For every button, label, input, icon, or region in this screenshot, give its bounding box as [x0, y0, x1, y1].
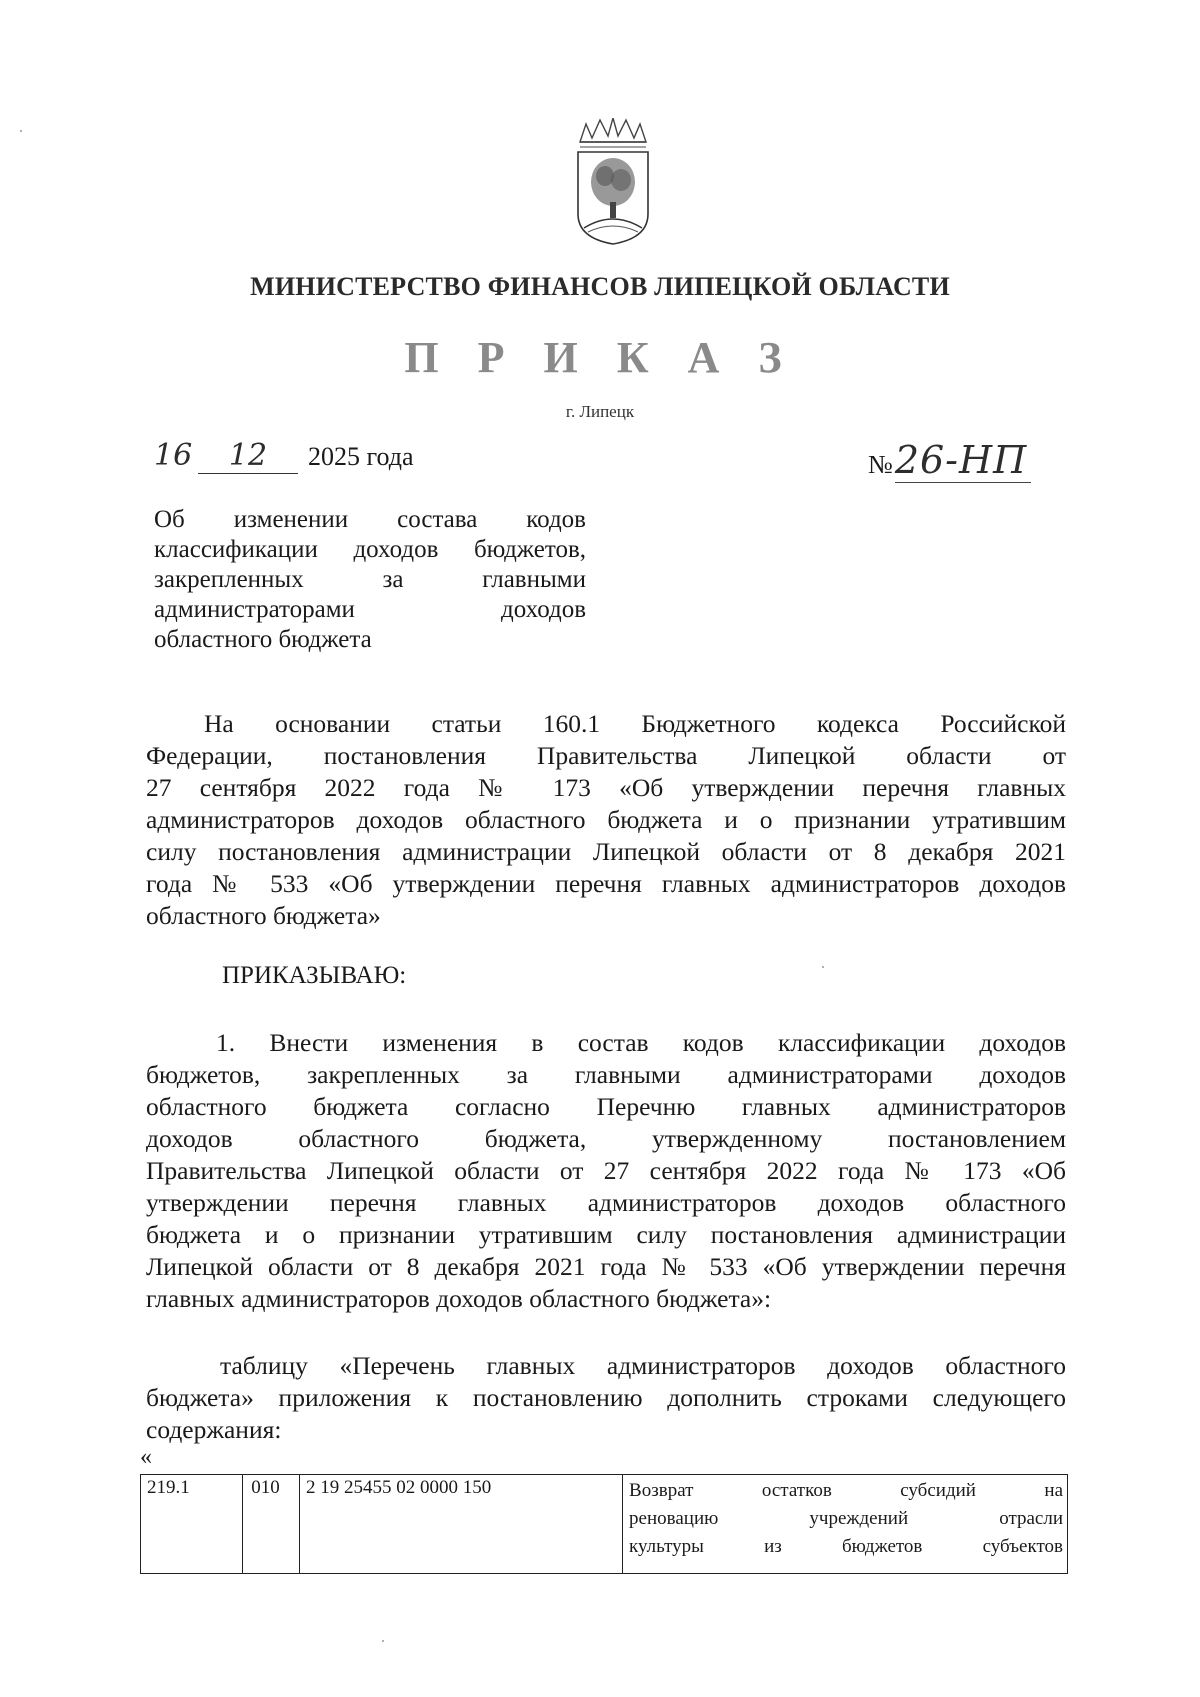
ministry-name: МИНИСТЕРСТВО ФИНАНСОВ ЛИПЕЦКОЙ ОБЛАСТИ	[250, 272, 950, 301]
document-type-title: П Р И К А З	[404, 333, 796, 382]
paragraph-line: силу постановления администрации Липецкой области от 8 декабря 2021	[146, 837, 1066, 866]
decree-word: ПРИКАЗЫВАЮ:	[222, 962, 407, 989]
subject-line: администраторами доходов	[154, 596, 586, 623]
opening-quote-mark: «	[140, 1444, 152, 1470]
scan-speck	[822, 966, 824, 968]
paragraph-line: года № 533 «Об утверждении перечня главных администраторов доходов	[146, 869, 1066, 898]
number-value-handwritten: 26-НП	[895, 438, 1031, 483]
order-subject	[154, 505, 586, 655]
paragraph-line: бюджетов, закрепленных за главными администраторами доходов	[146, 1060, 1066, 1089]
scan-speck	[382, 1640, 384, 1642]
paragraph-line: 1. Внести изменения в состав кодов классификации доходов	[216, 1028, 1066, 1057]
city-label: г. Липецк	[565, 402, 635, 421]
subject-line: Об изменении состава кодов	[154, 506, 586, 533]
subject-line: областного бюджета	[154, 626, 372, 653]
paragraph-line: бюджета» приложения к постановлению дополнить строками следующего	[146, 1383, 1066, 1412]
preamble-paragraph	[146, 708, 1066, 932]
income-name-cell	[623, 1475, 1068, 1574]
paragraph-line: На основании статьи 160.1 Бюджетного кодекса Российской	[204, 709, 1066, 738]
paragraph-line: областного бюджета»	[146, 901, 381, 930]
paragraph-line: областного бюджета согласно Перечню главных администраторов	[146, 1092, 1066, 1121]
paragraph-line: главных администраторов доходов областного бюджета»:	[146, 1284, 772, 1313]
paragraph-line: таблицу «Перечень главных администраторов доходов областного	[220, 1351, 1066, 1380]
paragraph-line: администраторов доходов областного бюджета и о признании утратившим	[146, 805, 1066, 834]
number-sign: №	[868, 450, 893, 479]
document-date	[154, 438, 414, 474]
paragraph-line: бюджета и о признании утратившим силу постановления администрации	[146, 1220, 1066, 1249]
cell-line: реновацию учреждений отрасли	[629, 1508, 1063, 1529]
table-row	[141, 1475, 1068, 1574]
paragraph-line: 27 сентября 2022 года № 173 «Об утверждении перечня главных	[146, 773, 1066, 802]
paragraph-line: утверждении перечня главных администраторов доходов областного	[146, 1188, 1066, 1217]
table-intro-paragraph	[146, 1350, 1066, 1446]
subject-line: закрепленных за главными	[154, 566, 586, 593]
coat-of-arms-emblem	[572, 118, 654, 246]
income-codes-table	[140, 1474, 1068, 1574]
document-number	[868, 438, 1031, 483]
date-year-text: 2025 года	[308, 442, 414, 471]
scan-speck	[20, 130, 22, 132]
paragraph-line: содержания:	[146, 1415, 282, 1444]
paragraph-line: доходов областного бюджета, утвержденному постановлением	[146, 1124, 1066, 1153]
item1-paragraph	[146, 1027, 1066, 1315]
date-day-handwritten: 16	[154, 438, 193, 473]
admin-code-cell: 010	[243, 1475, 300, 1574]
income-code-cell: 2 19 25455 02 0000 150	[299, 1475, 622, 1574]
paragraph-line: Правительства Липецкой области от 27 сентября 2022 года № 173 «Об	[146, 1156, 1066, 1185]
cell-line: культуры из бюджетов субъектов	[629, 1536, 1063, 1557]
row-number-cell: 219.1	[141, 1475, 243, 1574]
subject-line: классификации доходов бюджетов,	[154, 536, 586, 563]
date-month-handwritten: 12	[198, 438, 298, 474]
cell-line: Возврат остатков субсидий на	[629, 1480, 1063, 1501]
paragraph-line: Федерации, постановления Правительства Липецкой области от	[146, 741, 1066, 770]
paragraph-line: Липецкой области от 8 декабря 2021 года № 533 «Об утверждении перечня	[146, 1252, 1066, 1281]
